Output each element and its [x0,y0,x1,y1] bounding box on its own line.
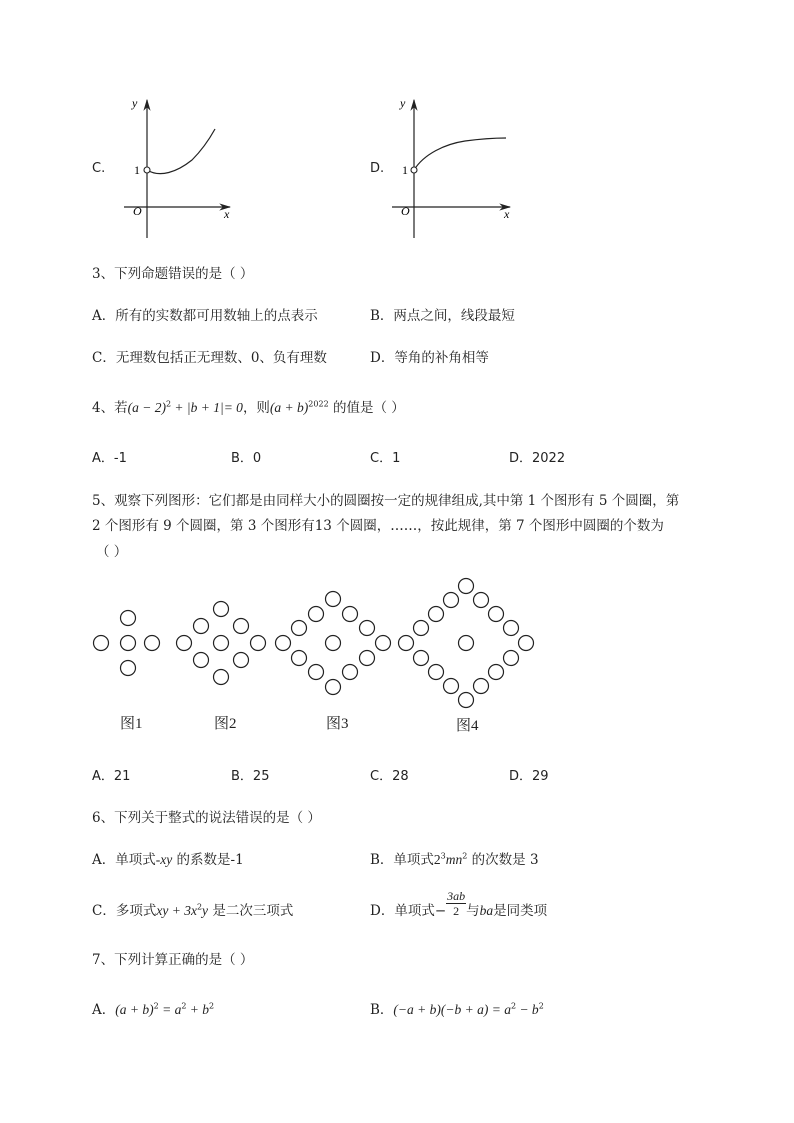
q5-option-a: A．21 [92,769,131,784]
q6-b-exp1: 3 [440,851,446,861]
q6-stem: 6、下列关于整式的说法错误的是（ ） [92,810,321,826]
y-intercept-label: 1 [402,163,408,177]
q4-stem-post: 的值是（ ） [328,400,405,416]
q7-a-rhs: = a [158,1002,182,1017]
curve [147,129,215,174]
figure-4-caption: 图4 [456,718,479,734]
figure-2-caption: 图2 [214,716,237,732]
q6-option-a [92,848,244,868]
q6-b-expr2: mn [445,852,463,867]
q7-a-pre: A． [92,1002,116,1018]
figure-1 [94,611,160,676]
q4-option-a: A．-1 [92,451,127,466]
x-axis-label: x [504,207,510,221]
y-intercept-label: 1 [134,163,140,177]
curve [414,138,506,170]
q6-d-expr: ba [479,903,494,918]
q7-a-rhs2: + b [186,1002,210,1017]
q7-option-b [370,998,544,1018]
q6-b-expr: 2 [433,852,441,867]
q4-expr1: (a − 2) [127,400,166,415]
q3-option-c: C．无理数包括正无理数、0、负有理数 [92,350,327,366]
q7-b-exp2: 2 [538,1001,544,1011]
q5-stem-line1: 5、观察下列图形：它们都是由同样大小的圆圈按一定的规律组成,其中第 1 个图形有 5 个圆圈，第 [92,493,680,509]
q7-option-a [92,998,214,1018]
option-d-label: D. [370,161,385,176]
q6-b-exp2: 2 [462,851,468,861]
q7-b-exp1: 2 [510,1001,517,1011]
q4-expr3: (a + b) [269,400,309,415]
q7-stem: 7、下列计算正确的是（ ） [92,952,254,968]
q4-stem-pre: 4、若 [92,400,128,416]
q6-a-pre: A．单项式 [92,852,156,868]
q7-b-rhs: − b [516,1002,539,1017]
q6-c-expr2: y [202,903,209,918]
origin-label: O [401,204,410,218]
q6-d-pre: D．单项式 [370,903,435,919]
q6-c-pre: C．多项式 [92,903,157,919]
y-axis-label: y [400,96,406,110]
q6-a-post: 的系数是-1 [172,852,244,868]
graph-d [390,92,520,242]
q4-option-d: D．2022 [509,451,566,466]
q6-d-denominator: 2 [453,904,460,918]
q4-mid: ，则 [242,400,270,416]
q6-d-fraction [446,889,466,918]
q7-a-exp: 2 [153,1001,159,1011]
q6-option-c [92,899,293,919]
circle-patterns [85,570,545,720]
q3-stem: 3、下列命题错误的是（ ） [92,266,254,282]
q4-expr2: + |b + 1|= 0 [171,400,243,415]
figure-1-caption: 图1 [120,716,143,732]
q6-d-mid: 与 [466,903,480,919]
q5-option-c: C．28 [370,769,409,784]
q6-option-b [370,848,539,868]
q6-d-numerator: 3ab [447,889,466,903]
q6-c-post: 是二次三项式 [208,903,294,919]
q7-b-pre: B． [370,1002,394,1018]
q5-stem-line2: 2 个图形有 9 个圆圈，第 3 个图形有13 个圆圈，……，按此规律，第 7 个图形中圆圈的个数为 [92,518,664,534]
figure-3-caption: 图3 [326,716,349,732]
origin-label: O [133,204,142,218]
q7-b-expr: (−a + b)(−b + a) = a [393,1002,511,1017]
q4-option-c: C．1 [370,451,401,466]
q6-c-exp: 2 [196,902,203,912]
q6-d-post: 是同类项 [493,903,548,919]
q4-exp3: 2022 [308,399,329,409]
open-point [411,167,417,173]
y-axis-label: y [132,96,138,110]
q3-option-b: B．两点之间，线段最短 [370,308,515,324]
figure-2 [177,602,266,685]
q3-option-a: A．所有的实数都可用数轴上的点表示 [92,308,318,324]
q5-option-b: B．25 [231,769,270,784]
figure-4 [399,579,534,708]
q5-option-d: D．29 [509,769,549,784]
figure-3 [276,592,391,695]
q4-stem [92,396,405,416]
x-axis-label: x [224,207,230,221]
open-point [144,167,150,173]
q6-b-post: 的次数是 3 [467,852,539,868]
q6-c-expr: xy + 3x [156,903,197,918]
q7-a-rhs-exp1: 2 [181,1001,187,1011]
option-c-label: C. [92,161,106,176]
q7-a-expr: (a + b) [115,1002,154,1017]
q6-b-pre: B．单项式 [370,852,434,868]
q3-option-d: D．等角的补角相等 [370,350,489,366]
graph-c [112,92,242,242]
q6-a-expr: -xy [155,852,173,867]
q4-exp1: 2 [165,399,172,409]
q6-option-d: D．单项式− $\frac{3ab}{2}$ 与ba是同类项 [370,889,548,919]
q7-a-rhs-exp2: 2 [209,1001,215,1011]
q5-stem-line3: （ ） [96,544,128,560]
q4-option-b: B．0 [231,451,262,466]
